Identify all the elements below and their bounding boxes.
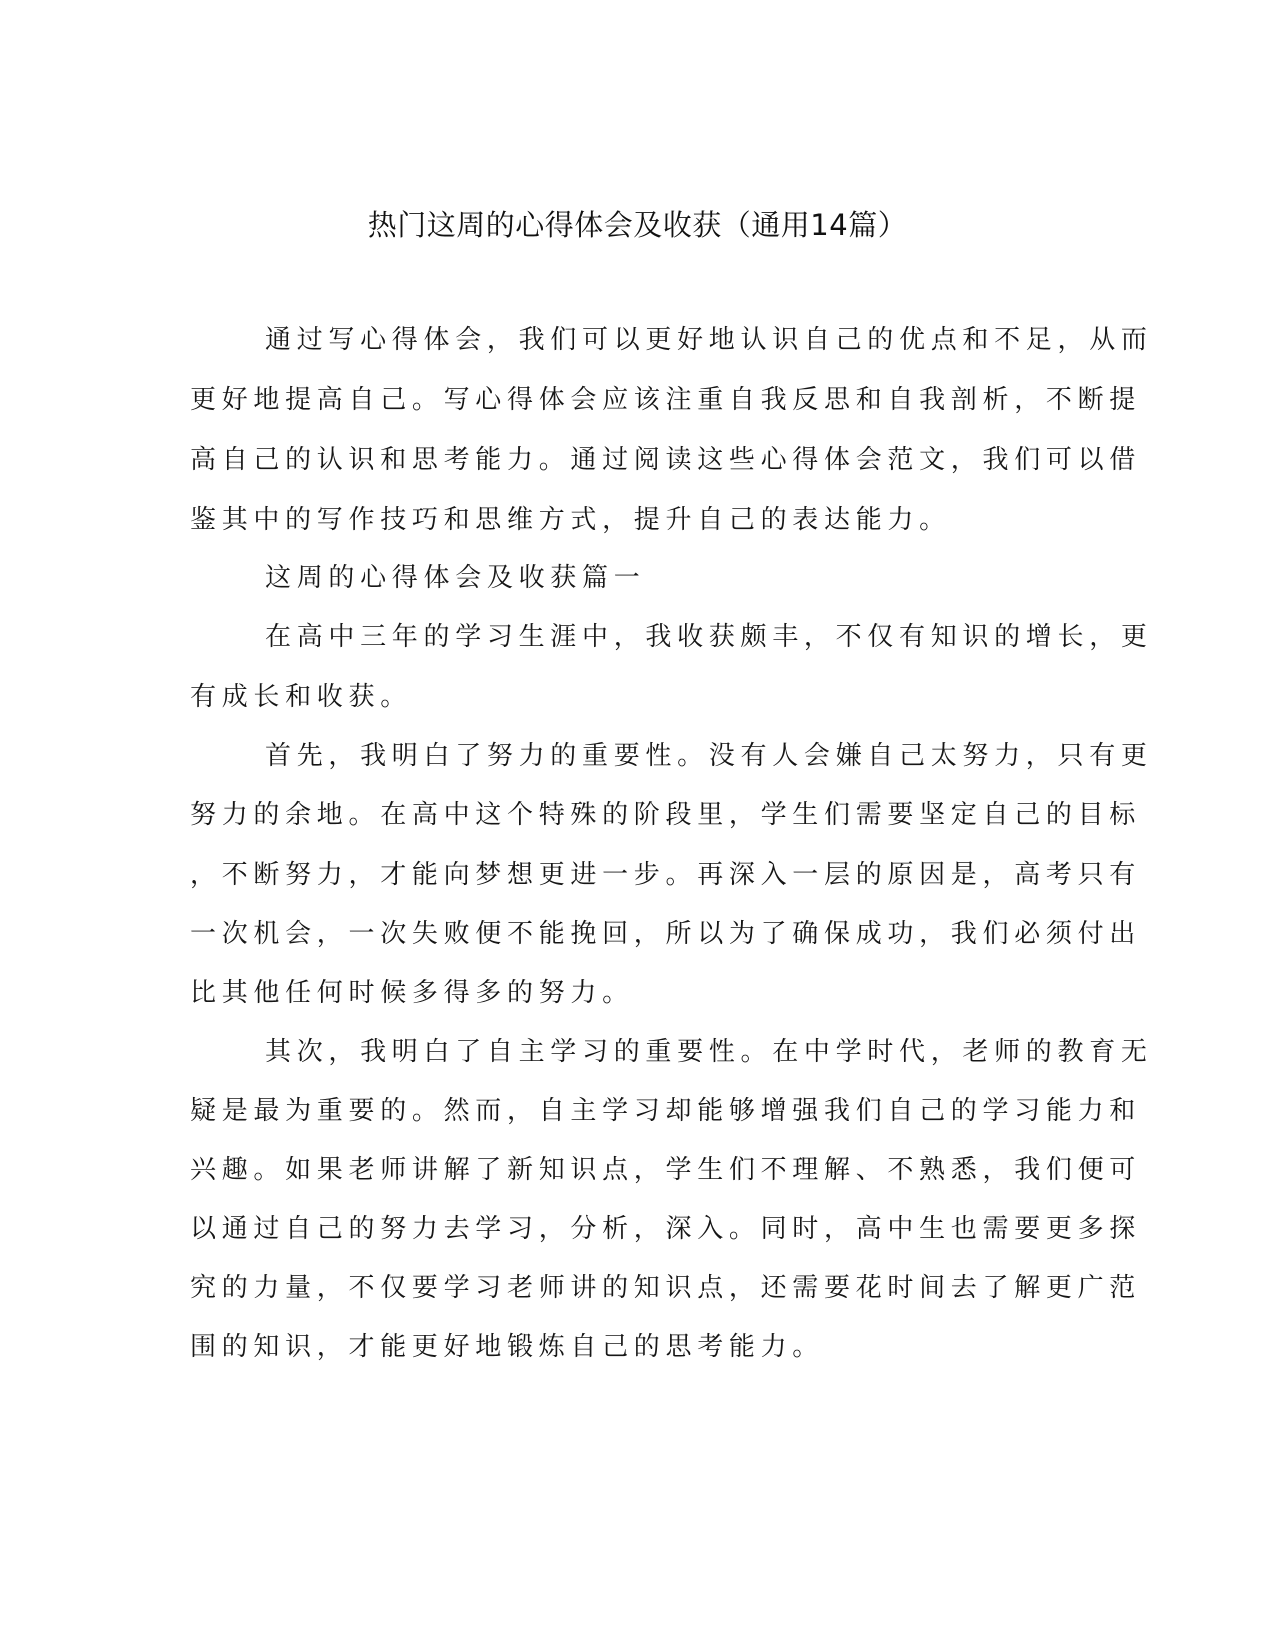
paragraph-line: 以通过自己的努力去学习，分析，深入。同时，高中生也需要更多探 (190, 1214, 1142, 1244)
paragraph-line: 高自己的认识和思考能力。通过阅读这些心得体会范文，我们可以借 (190, 445, 1142, 475)
document-title: 热门这周的心得体会及收获（通用14篇） (367, 208, 908, 242)
paragraph-line: ，不断努力，才能向梦想更进一步。再深入一层的原因是，高考只有 (190, 860, 1142, 890)
paragraph-line: 鉴其中的写作技巧和思维方式，提升自己的表达能力。 (190, 505, 951, 535)
paragraph-line: 更好地提高自己。写心得体会应该注重自我反思和自我剖析，不断提 (190, 385, 1142, 415)
paragraph-line: 比其他任何时候多得多的努力。 (190, 978, 634, 1008)
paragraph-line: 努力的余地。在高中这个特殊的阶段里，学生们需要坚定自己的目标 (190, 800, 1142, 830)
paragraph-line: 究的力量，不仅要学习老师讲的知识点，还需要花时间去了解更广范 (190, 1273, 1142, 1303)
section-heading: 这周的心得体会及收获篇一 (265, 563, 646, 593)
paragraph-line: 兴趣。如果老师讲解了新知识点，学生们不理解、不熟悉，我们便可 (190, 1155, 1142, 1185)
paragraph-line: 首先，我明白了努力的重要性。没有人会嫌自己太努力，只有更 (265, 741, 1153, 771)
paragraph-line: 一次机会，一次失败便不能挽回，所以为了确保成功，我们必须付出 (190, 919, 1142, 949)
paragraph-line: 其次，我明白了自主学习的重要性。在中学时代，老师的教育无 (265, 1037, 1153, 1067)
paragraph-line: 有成长和收获。 (190, 682, 412, 712)
paragraph-line: 通过写心得体会，我们可以更好地认识自己的优点和不足，从而 (265, 325, 1153, 355)
paragraph-line: 围的知识，才能更好地锻炼自己的思考能力。 (190, 1332, 825, 1362)
paragraph-line: 在高中三年的学习生涯中，我收获颇丰，不仅有知识的增长，更 (265, 622, 1153, 652)
paragraph-line: 疑是最为重要的。然而，自主学习却能够增强我们自己的学习能力和 (190, 1096, 1142, 1126)
